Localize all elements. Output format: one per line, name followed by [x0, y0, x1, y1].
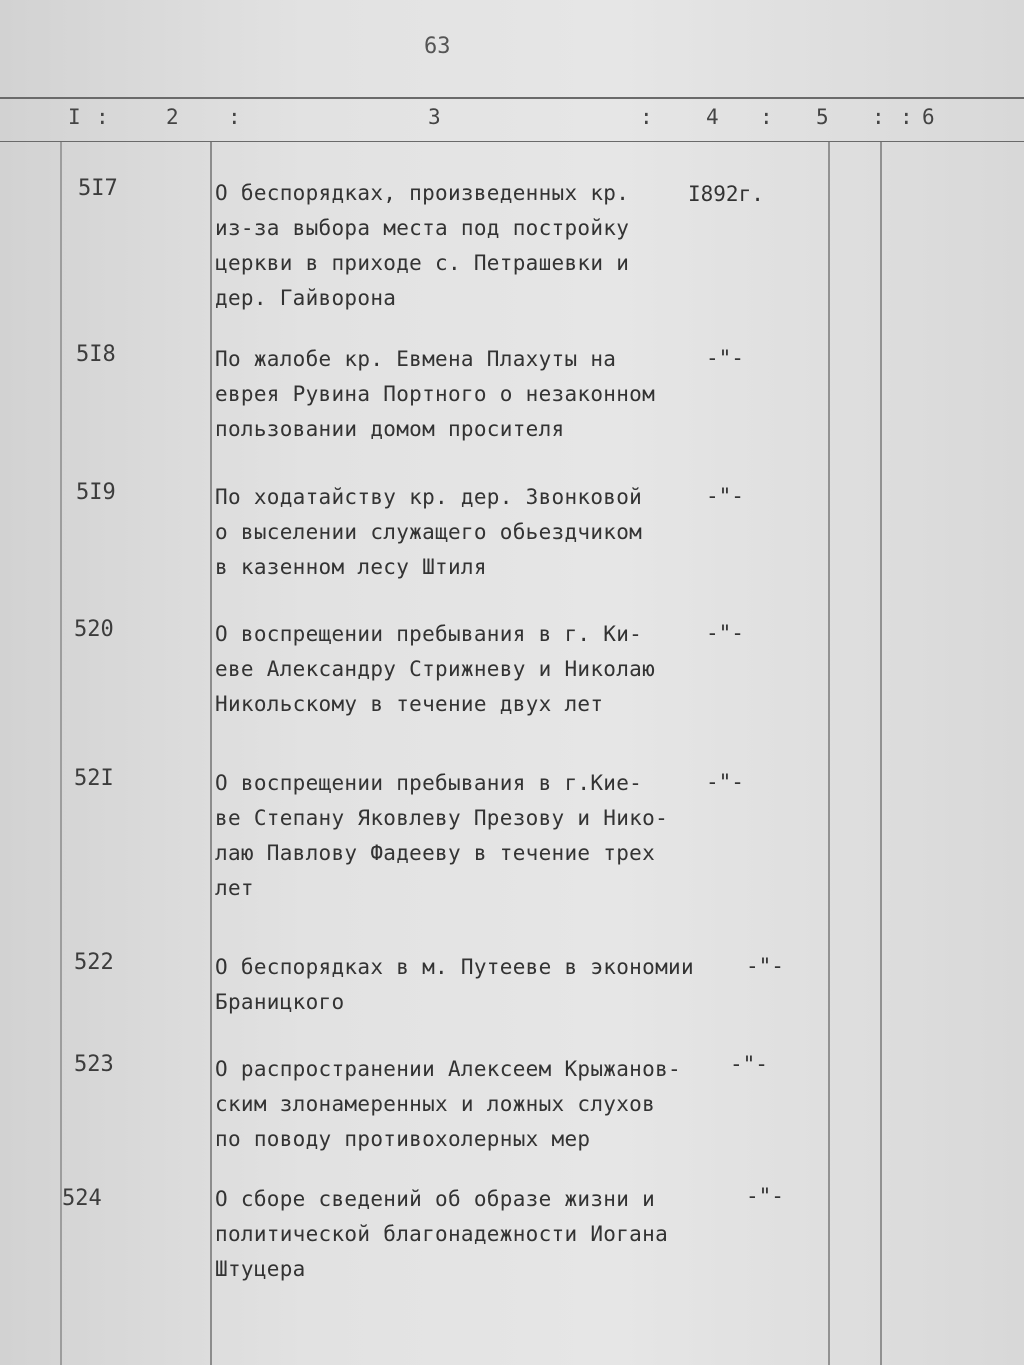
entry-line: в казенном лесу Штиля	[215, 555, 487, 579]
entry-text	[215, 766, 668, 906]
column-header-1: I	[68, 105, 81, 129]
column-separator: :	[900, 105, 913, 129]
entry-number: 523	[74, 1052, 114, 1077]
entry-text	[215, 176, 629, 316]
column-header-2: 2	[166, 105, 179, 129]
entry-line: дер. Гайворона	[215, 286, 397, 310]
entry-line: из-за выбора места под постройку	[215, 216, 630, 240]
entry-text	[215, 1052, 681, 1157]
entry-number: 5I8	[76, 342, 116, 367]
entry-line: по поводу противохолерных мер	[215, 1127, 591, 1151]
entry-text	[215, 342, 655, 447]
column-header-6: 6	[922, 105, 935, 129]
entry-line: Никольскому в течение двух лет	[215, 692, 604, 716]
entry-line: еврея Рувина Портного о незаконном	[215, 382, 656, 406]
entry-line: О воспрещении пребывания в г.Кие-	[215, 771, 643, 795]
entry-line: Браницкого	[215, 990, 345, 1014]
entry-line: политической благонадежности Иогана	[215, 1222, 669, 1246]
entry-line: О беспорядках, произведенных кр.	[215, 181, 630, 205]
column-header-3: 3	[428, 105, 441, 129]
entry-line: церкви в приходе с. Петрашевки и	[215, 251, 630, 275]
column-separator: :	[640, 105, 653, 129]
column-rule-3	[828, 142, 830, 1365]
entry-date: I892г.	[688, 182, 764, 206]
entry-line: о выселении служащего обьездчиком	[215, 520, 643, 544]
column-rule-1	[60, 142, 62, 1365]
column-separator: :	[96, 105, 109, 129]
entry-line: О воспрещении пребывания в г. Ки-	[215, 622, 643, 646]
entry-number: 520	[74, 617, 114, 642]
entry-line: О распространении Алексеем Крыжанов-	[215, 1057, 681, 1081]
entry-text	[215, 1182, 668, 1287]
column-header-4: 4	[706, 105, 719, 129]
entry-date: -"-	[706, 484, 744, 508]
entry-line: лет	[215, 876, 254, 900]
entry-number: 524	[62, 1186, 102, 1211]
entry-number: 5I7	[78, 176, 118, 201]
column-rule-2	[210, 142, 212, 1365]
entry-text	[215, 480, 642, 585]
entry-line: ским злонамеренных и ложных слухов	[215, 1092, 656, 1116]
entry-line: еве Александру Стрижневу и Николаю	[215, 657, 656, 681]
entry-date: -"-	[706, 346, 744, 370]
entry-text	[215, 617, 655, 722]
header-bottom-rule	[0, 141, 1024, 142]
entry-line: По жалобе кр. Евмена Плахуты на	[215, 347, 617, 371]
entry-text	[215, 950, 694, 1020]
entry-line: пользовании домом просителя	[215, 417, 565, 441]
column-header-5: 5	[816, 105, 829, 129]
entry-date: -"-	[706, 770, 744, 794]
entry-line: ве Степану Яковлеву Презову и Нико-	[215, 806, 669, 830]
page-number: 63	[424, 34, 451, 59]
entry-line: По ходатайству кр. дер. Звонковой	[215, 485, 643, 509]
entry-number: 522	[74, 950, 114, 975]
entry-number: 52I	[74, 766, 114, 791]
entry-date: -"-	[730, 1052, 768, 1076]
entry-line: лаю Павлову Фадееву в течение трех	[215, 841, 656, 865]
entry-date: -"-	[746, 954, 784, 978]
column-separator: :	[228, 105, 241, 129]
entry-date: -"-	[746, 1184, 784, 1208]
entry-line: Штуцера	[215, 1257, 306, 1281]
entry-line: О беспорядках в м. Путееве в экономии	[215, 955, 694, 979]
entry-line: О сборе сведений об образе жизни и	[215, 1187, 656, 1211]
column-separator: :	[872, 105, 885, 129]
column-separator: :	[760, 105, 773, 129]
header-top-rule	[0, 97, 1024, 99]
column-header-row	[0, 101, 1024, 141]
entry-date: -"-	[706, 621, 744, 645]
column-rule-4	[880, 142, 882, 1365]
entry-number: 5I9	[76, 480, 116, 505]
